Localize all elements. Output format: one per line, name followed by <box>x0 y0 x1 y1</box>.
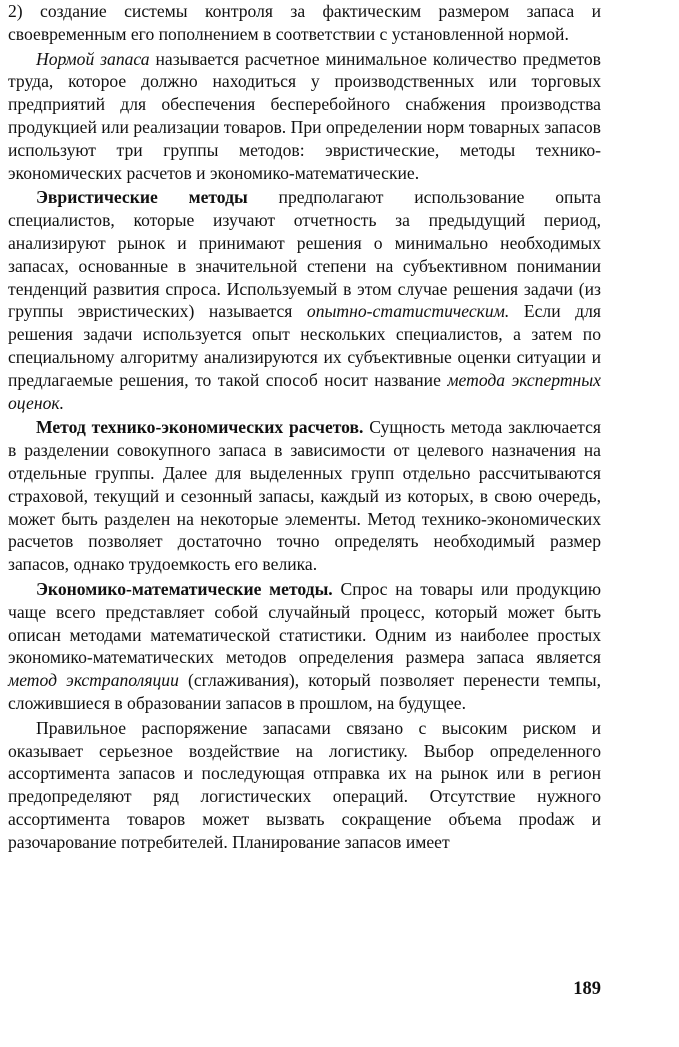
paragraph-list-item-2 <box>8 0 601 46</box>
term-experimental-statistical: опытно-статистическим. <box>306 301 510 322</box>
paragraph-stock-management <box>8 717 601 854</box>
paragraph-economic-mathematical-methods <box>8 578 601 715</box>
paragraph-text: Спрос на товары или продукцию чаще всего представляет собой случайный процесс, который может быть описан методами математической статистики. Одним из наиболее простых экономико-математических методов определения размера запаса является <box>8 578 601 668</box>
paragraph-stock-norm <box>8 48 601 185</box>
term-stock-norm: Нормой запаса <box>36 48 150 69</box>
term-extrapolation-method: метод экстраполяции <box>8 670 179 691</box>
paragraph-text: предполагают использование опыта специалистов, которые изучают отчетность за предыдущий период, анализируют рынок и принимают решения о минимально необходимых запасах, основанные в значительной степени на субъективном понимании тенденций развития спроса. Используемый в этом случае решения задачи (из группы эвристических) называется <box>8 187 601 322</box>
paragraph-text: Правильное распоряжение запасами связано с высоким риском и оказывает серьезное воздействие на логистику. Выбор определенного ассортимента запасов и последующая отправка их на рынок или в регион предопределяют ряд логистических операций. Отсутствие нужного ассортимента товаров может вызвать сокращение объема проdаж и разочарование потребителей. Планирование запасов имеет <box>8 717 601 852</box>
paragraph-technical-economic-method <box>8 416 601 576</box>
paragraph-text: (сглаживания), который позволяет перенести темпы, сложившиеся в образовании запасов в прошлом, на будущее. <box>8 670 601 713</box>
term-economic-mathematical-methods: Экономико-математические методы. <box>36 578 333 599</box>
term-expert-assessment: метода экспертных оценок. <box>8 369 601 413</box>
paragraph-text: Сущность метода заключается в разделении совокупного запаса в зависимости от целевого назначения на отдельные группы. Далее для выделенных групп отдельно рассчитываются страховой, текущий и сезонный запасы, каждый из которых, в свою очередь, может быть разделен на некоторые элементы. Метод технико-экономических расчетов позволяет достаточно точно определять необходимый размер запасов, однако трудоемкость его велика. <box>8 417 601 575</box>
paragraph-text: Если для решения задачи используется опыт нескольких специалистов, а затем по специальному алгоритму анализируются их субъективные оценки ситуации и предлагаемые решения, то такой способ носит название <box>8 301 601 390</box>
term-technical-economic-method: Метод технико-экономических расчетов. <box>36 417 364 438</box>
paragraph-text: называется расчетное минимальное количество предметов труда, которое должно находиться у производственных или торговых предприятий для обеспечения бесперебойного снабжения производства продукцией или реализации товаров. При определении норм товарных запасов используют три группы методов: эвристические, методы технико-экономических расчетов и экономико-математические. <box>8 48 601 183</box>
document-page <box>8 0 601 853</box>
term-heuristic-methods: Эвристические методы <box>36 187 248 208</box>
page-number: 189 <box>573 979 601 999</box>
paragraph-text: 2) создание системы контроля за фактическим размером запаса и своевременным его пополнением в соответствии с установленной нормой. <box>8 1 601 44</box>
paragraph-heuristic-methods <box>8 186 601 414</box>
